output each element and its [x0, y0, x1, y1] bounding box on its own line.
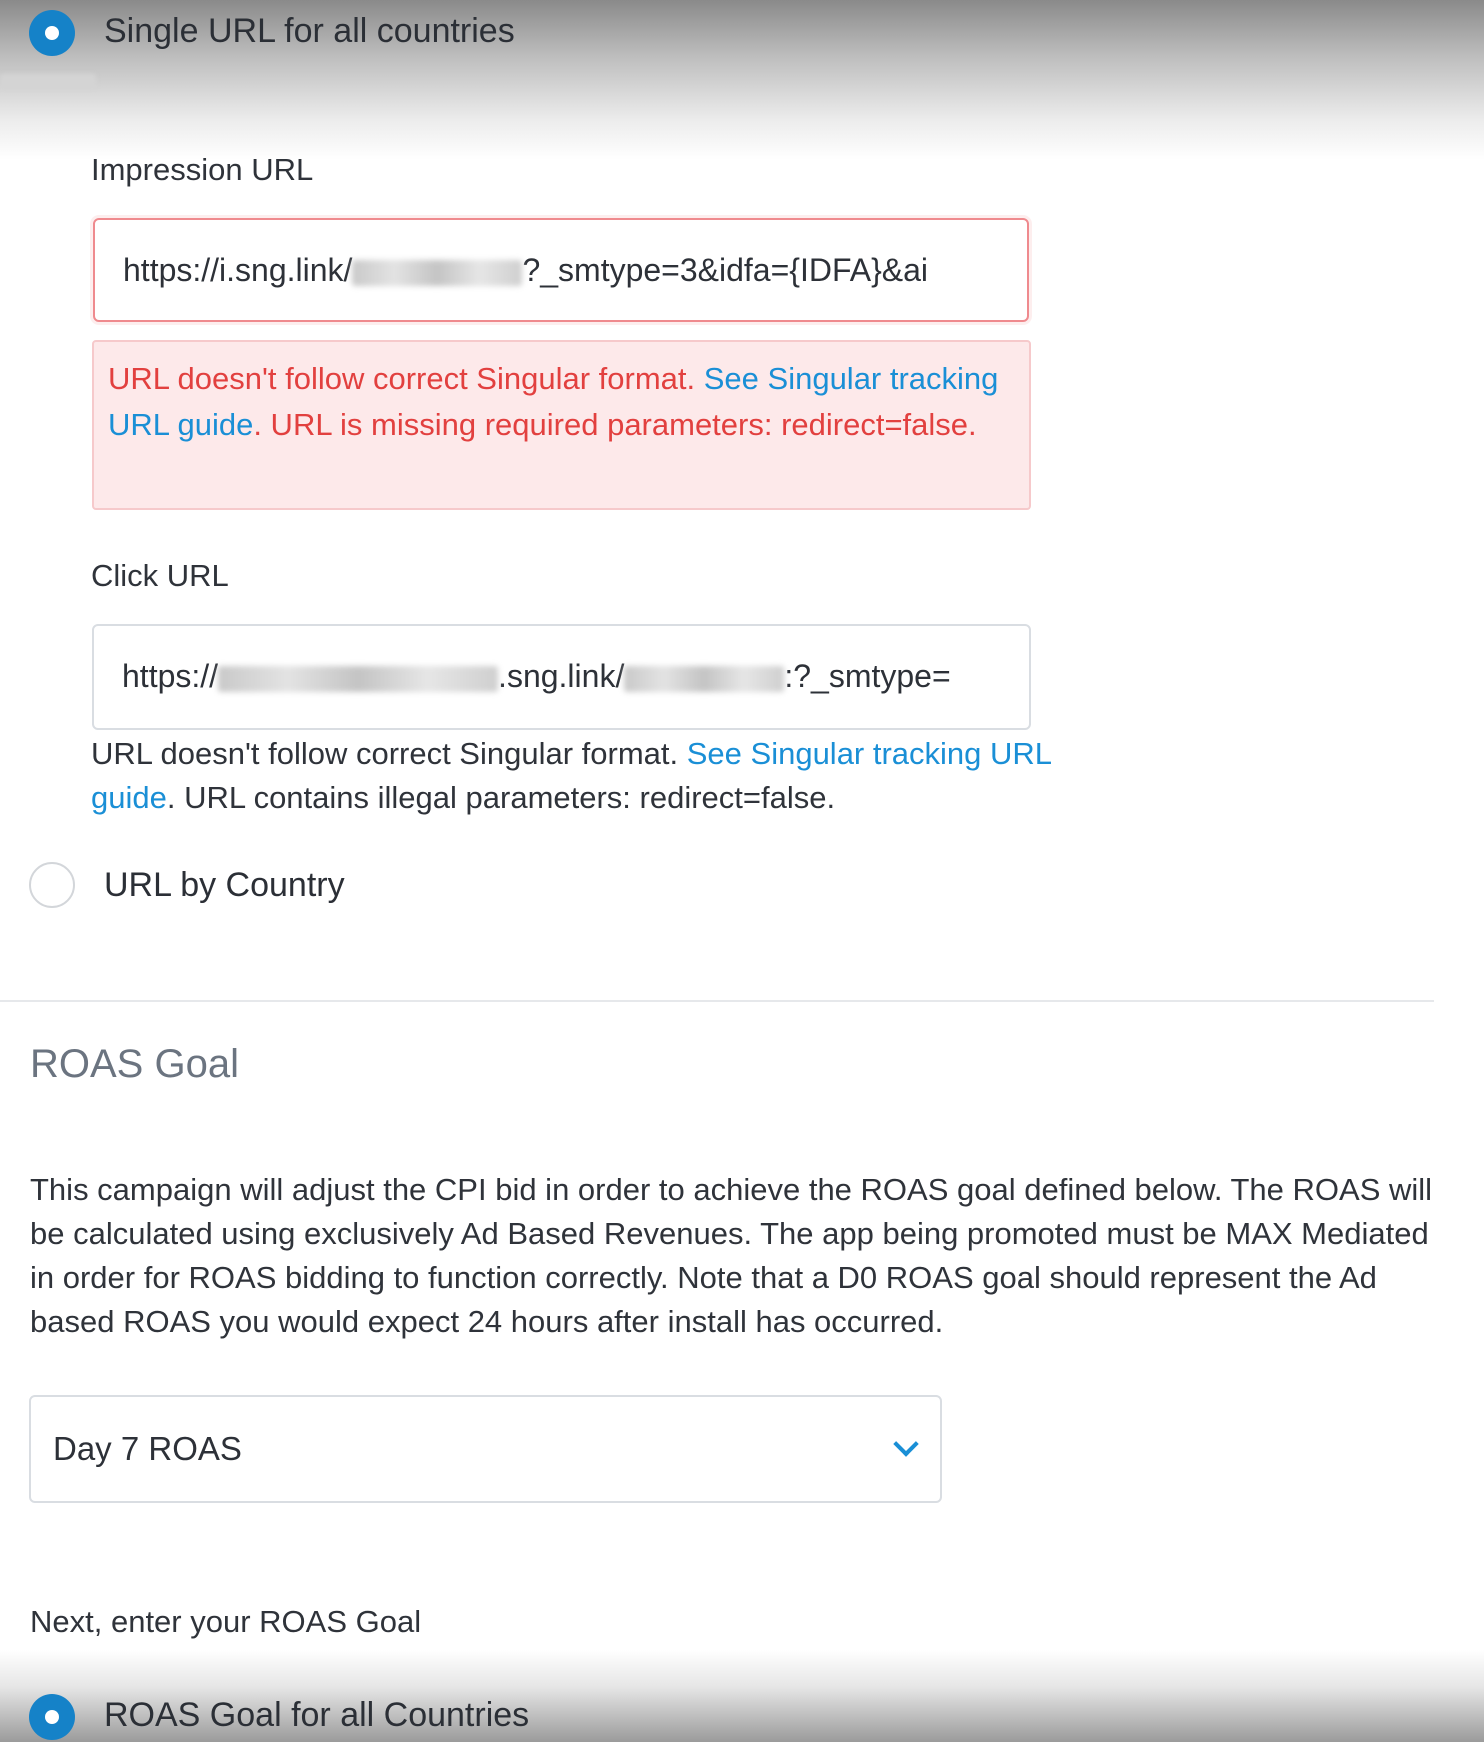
impression-url-suffix: ?_smtype=3&idfa={IDFA}&ai [522, 252, 929, 288]
click-guide-link[interactable]: See Singular tracking URL guide [91, 736, 1051, 815]
impression-error-params: . URL is missing required parameters: redirect=false. [253, 407, 977, 442]
click-url-middle: .sng.link/ [498, 658, 625, 694]
roas-type-select[interactable] [29, 1395, 942, 1503]
radio-roas-all-countries[interactable] [29, 1694, 75, 1740]
radio-single-url[interactable] [29, 10, 75, 56]
click-helper-params: . URL contains illegal parameters: redirect=false. [166, 780, 836, 815]
radio-url-by-country[interactable] [29, 862, 75, 908]
roas-description: This campaign will adjust the CPI bid in order to achieve the ROAS goal defined below. The ROAS will be calculated using exclusively Ad Based Revenues. The app being promoted must be MAX Mediated in order for ROAS bidding to function correctly. Note that a D0 ROAS goal should represent the Ad based ROAS you would expect 24 hours after install has occurred. [30, 1172, 1433, 1339]
impression-url-prefix: https://i.sng.link/ [123, 252, 353, 288]
impression-guide-link[interactable]: See Singular tracking URL guide [108, 361, 999, 442]
radio-single-url-label[interactable]: Single URL for all countries [104, 12, 515, 50]
click-url-label: Click URL [91, 558, 229, 593]
section-divider [0, 1000, 1434, 1002]
redacted-id [624, 666, 784, 692]
click-url-helper [91, 732, 1051, 820]
redacted-subdomain [218, 666, 498, 692]
roas-type-value: Day 7 ROAS [53, 1430, 242, 1467]
impression-url-input[interactable] [93, 218, 1029, 322]
redacted-text [0, 74, 96, 88]
impression-url-label: Impression URL [91, 152, 314, 187]
click-url-input[interactable] [92, 624, 1031, 730]
click-url-suffix: :?_smtype= [784, 658, 951, 694]
roas-next-label: Next, enter your ROAS Goal [30, 1604, 422, 1639]
chevron-down-icon [893, 1431, 918, 1456]
click-helper-text: URL doesn't follow correct Singular format. [91, 736, 679, 771]
click-url-prefix: https:// [122, 658, 219, 694]
redacted-id [352, 260, 522, 286]
roas-goal-title: ROAS Goal [30, 1042, 239, 1086]
radio-roas-all-countries-label[interactable]: ROAS Goal for all Countries [104, 1696, 530, 1734]
radio-url-by-country-label[interactable]: URL by Country [104, 866, 345, 904]
impression-error-text: URL doesn't follow correct Singular format. [108, 361, 696, 396]
impression-url-error [92, 340, 1031, 510]
